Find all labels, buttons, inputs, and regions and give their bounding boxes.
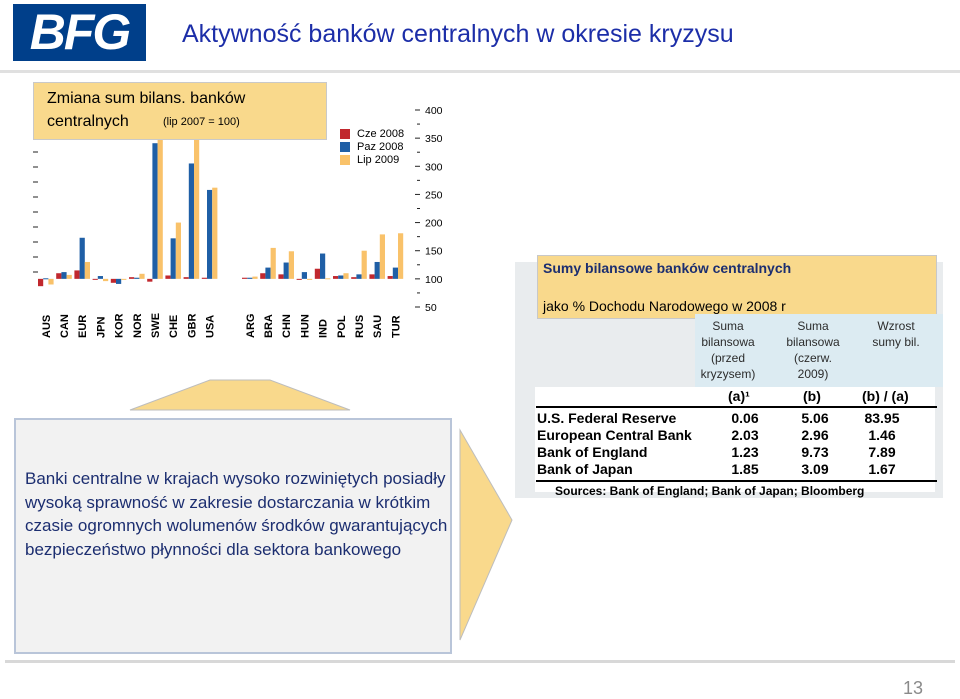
bar-pol-s0 <box>333 276 338 279</box>
x-tick-label: GBR <box>186 313 199 338</box>
bar-sau-s0 <box>369 274 374 279</box>
x-tick-label: ARG <box>244 313 257 338</box>
bar-gbr-s1 <box>189 163 194 278</box>
bar-nor-s1 <box>134 278 139 279</box>
bar-chn-s1 <box>284 263 289 279</box>
x-tick-label: CAN <box>59 314 71 338</box>
table-rule <box>536 480 937 482</box>
column-header-line: bilansowa <box>786 335 840 349</box>
bar-rus-s1 <box>356 274 361 279</box>
bar-jpn-s1 <box>98 276 103 279</box>
table-cell: 0.06 <box>731 410 759 426</box>
table-sources: Sources: Bank of England; Bank of Japan; Bloomberg <box>555 484 865 498</box>
y-tick-label: 250 <box>425 189 443 202</box>
chart-title-line1: Zmiana sum bilans. banków <box>47 90 246 107</box>
bar-hun-s1 <box>302 272 307 279</box>
bar-hun-s2 <box>307 279 312 280</box>
bar-aus-s2 <box>48 279 53 285</box>
bar-kor-s1 <box>116 279 121 284</box>
x-tick-label: POL <box>335 315 348 338</box>
table-subtitle: jako % Dochodu Narodowego w 2008 r <box>543 298 786 314</box>
x-tick-label: KOR <box>113 313 126 338</box>
legend-label: Paz 2008 <box>357 141 404 153</box>
column-header-line: kryzysem) <box>700 367 756 381</box>
bar-nor-s2 <box>139 274 144 279</box>
table-cell: 3.09 <box>801 461 829 477</box>
y-tick-label: 100 <box>425 273 443 286</box>
bar-bra-s1 <box>265 268 270 279</box>
bar-kor-s0 <box>111 279 116 283</box>
bar-che-s1 <box>171 238 176 279</box>
table-title: Sumy bilansowe banków centralnych <box>543 260 792 276</box>
bar-swe-s2 <box>158 129 163 279</box>
table-row-name: European Central Bank <box>537 427 692 443</box>
x-tick-label: JPN <box>95 316 108 338</box>
bfg-logo: BFG <box>13 4 146 61</box>
legend-swatch <box>340 142 350 152</box>
bar-aus-s1 <box>43 278 48 279</box>
right-arrow-shape <box>460 430 512 640</box>
bar-sau-s2 <box>380 234 385 278</box>
table-cell: 83.95 <box>864 410 900 426</box>
legend-label: Cze 2008 <box>357 128 405 140</box>
bar-usa-s1 <box>207 190 212 279</box>
bar-eur-s1 <box>80 238 85 279</box>
table-cell: 2.96 <box>801 427 829 443</box>
bar-can-s2 <box>67 275 72 279</box>
table-cell: 1.67 <box>868 461 896 477</box>
bar-chn-s2 <box>289 251 294 279</box>
bar-eur-s0 <box>74 270 79 278</box>
sub-header-ba: (b) / (a) <box>862 388 909 404</box>
bar-tur-s1 <box>393 268 398 279</box>
legend-swatch <box>340 129 350 139</box>
bar-pol-s2 <box>343 273 348 279</box>
bar-gbr-s0 <box>184 277 189 279</box>
bar-jpn-s2 <box>103 279 108 281</box>
chart-title-note: (lip 2007 = 100) <box>163 116 240 128</box>
sub-header-b: (b) <box>803 388 821 404</box>
bar-ind-s2 <box>325 278 330 279</box>
bar-ind-s1 <box>320 254 325 279</box>
page-number: 13 <box>902 678 923 698</box>
column-header-growth <box>858 318 934 350</box>
x-tick-label: AUS <box>40 314 53 338</box>
legend-swatch <box>340 155 350 165</box>
x-tick-label: SAU <box>372 314 385 338</box>
bar-swe-s1 <box>152 143 157 279</box>
bar-ind-s0 <box>315 269 320 279</box>
column-header-line: Wzrost <box>877 319 915 333</box>
slide-title: Aktywność banków centralnych w okresie kryzysu <box>182 20 734 48</box>
bar-arg-s1 <box>247 278 252 279</box>
bar-che-s0 <box>165 275 170 278</box>
x-tick-label: NOR <box>131 313 144 338</box>
bar-can-s1 <box>61 272 66 279</box>
y-tick-label: 300 <box>425 161 443 174</box>
bar-tur-s0 <box>388 276 393 279</box>
x-tick-label: BRA <box>263 314 275 338</box>
legend-label: Lip 2009 <box>357 154 400 166</box>
bar-rus-s0 <box>351 277 356 279</box>
bar-chn-s0 <box>278 274 283 279</box>
bar-nor-s0 <box>129 277 134 279</box>
x-tick-label: CHN <box>281 314 294 338</box>
bar-pol-s1 <box>338 275 343 278</box>
table-cell: 1.23 <box>731 444 759 460</box>
up-arrow-shape <box>130 380 350 410</box>
table-cell: 9.73 <box>801 444 829 460</box>
y-tick-label: 150 <box>425 245 443 258</box>
bar-aus-s0 <box>38 279 43 286</box>
bar-gbr-s2 <box>194 132 199 279</box>
bar-eur-s2 <box>85 262 90 279</box>
bar-arg-s2 <box>252 277 257 279</box>
table-cell: 1.85 <box>731 461 759 477</box>
column-header-line: 2009) <box>797 367 829 381</box>
column-header-line: (przed <box>710 351 745 365</box>
y-tick-label: 50 <box>425 302 437 314</box>
y-tick-label: 200 <box>425 217 443 230</box>
bar-rus-s2 <box>362 251 367 279</box>
bar-bra-s0 <box>260 273 265 279</box>
column-header-line: bilansowa <box>701 335 755 349</box>
y-tick-label: 350 <box>425 133 443 146</box>
x-tick-label: TUR <box>390 315 403 338</box>
x-tick-label: SWE <box>150 312 162 338</box>
conclusion-text: Banki centralne w krajach wysoko rozwiniętych posiadły wysoką sprawność w zakresie dostarczania w krótkim czasie ogromnych wolumenów środków gwarantujących bezpieczeństwo płynności dla sektora bankowego <box>25 469 448 559</box>
bar-sau-s1 <box>375 262 380 279</box>
bar-tur-s2 <box>398 233 403 279</box>
column-header-before <box>690 318 766 382</box>
bar-jpn-s0 <box>93 279 98 280</box>
column-header-after <box>775 318 851 382</box>
x-tick-label: RUS <box>354 314 366 338</box>
column-header-line: Suma <box>797 319 829 333</box>
table-cell: 7.89 <box>868 444 896 460</box>
column-header-line: Suma <box>712 319 744 333</box>
bar-can-s0 <box>56 273 61 279</box>
bar-usa-s0 <box>202 278 207 279</box>
x-tick-label: HUN <box>299 314 312 338</box>
column-header-line: (czerw. <box>793 351 832 365</box>
table-rule <box>536 406 937 408</box>
bar-kor-s2 <box>121 279 126 280</box>
table-cell: 1.46 <box>868 427 896 443</box>
bar-arg-s0 <box>242 278 247 279</box>
bar-swe-s0 <box>147 279 152 282</box>
x-tick-label: CHE <box>168 314 181 338</box>
x-tick-label: IND <box>317 319 330 338</box>
x-tick-label: USA <box>204 314 217 338</box>
table-cell: 5.06 <box>801 410 829 426</box>
table-row-name: U.S. Federal Reserve <box>537 410 677 426</box>
bar-usa-s2 <box>212 188 217 279</box>
bar-bra-s2 <box>271 248 276 279</box>
table-cell: 2.03 <box>731 427 759 443</box>
table-row-name: Bank of Japan <box>537 461 633 477</box>
bar-hun-s0 <box>297 279 302 280</box>
bar-che-s2 <box>176 223 181 279</box>
y-tick-label: 400 <box>425 105 443 117</box>
sub-header-a: (a)¹ <box>728 388 750 404</box>
column-header-line: sumy bil. <box>872 335 920 349</box>
chart-title-line2: centralnych <box>47 113 129 130</box>
table-row-name: Bank of England <box>537 444 648 460</box>
footer-divider <box>5 660 955 663</box>
x-tick-label: EUR <box>77 314 90 338</box>
